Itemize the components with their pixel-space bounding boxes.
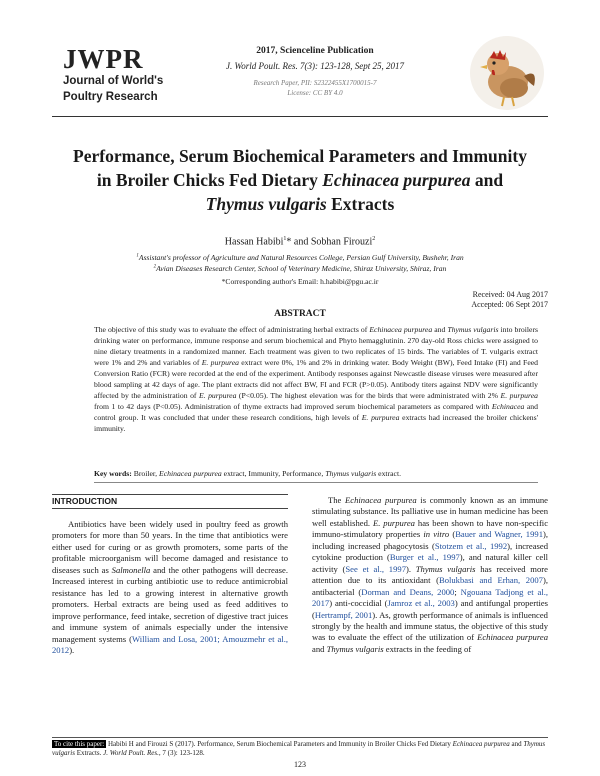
reference-link[interactable]: Bolukbasi and Erhan, 2007 (438, 575, 543, 586)
affiliation-1: $^1$Assistant's professor of Agriculture and Natural Resources College, Persian Gulf University, Bushehr, Iran (136, 253, 464, 262)
publisher-line: 2017, Scienceline Publication (256, 46, 374, 56)
reference-link[interactable]: See et al., 1997 (345, 563, 406, 574)
reference-link[interactable]: Jamroz et al., 2003 (387, 598, 455, 609)
journal-name-line2: Poultry Research (63, 91, 158, 103)
keywords: Key words: Broiler, Echinacea purpurea extract, Immunity, Performance, Thymus vulgaris extract. (94, 469, 402, 478)
journal-reference: J. World Poult. Res. 7(3): 123-128, Sept 25, 2017 (226, 61, 404, 71)
intro-paragraph-left: Antibiotics have been widely used in poultry feed as growth promoters for more than 50 years. In the time that antibiotics were either used for curing or as growth promoters, some parts of the profitable microorganism will become damaged and resistance to diseases such as Salmonella and the other pathogens will decrease. Increased interest in curbing antibiotic use to reduce antimicrobial resistance has led to a growing interest in alternative growth promoters. Herbal extracts are being used as feed additives to improve performance, feed intake, secretion of digestive tract juices and immune system of animals especially under the intensive management systems (William and Losa, 2001; Amouzmehr et al., 2012). (52, 519, 288, 655)
journal-name-line1: Journal of World's (63, 75, 164, 87)
intro-paragraph-right: The Echinacea purpurea is commonly known as an immune stimulating substance. Its palliative use in human medicine has been well established. E. purpurea has been shown to have non-specific immuno-stimulatory properties in vitro (Bauer and Wagner, 1991), including increased phagocytosis (Stotzem et al., 1992), increased cytokine production (Burger et al., 1997), and natural killer cell activity (See et al., 1997). Thymus vulgaris has received more attention due to its antioxidant (Bolukbasi and Erhan, 2007), antibacterial (Dorman and Deans, 2000; Ngouana Tadjong et al., 2017) anti-coccidial (Jamroz et al., 2003) and antifungal properties (Hertrampf, 2001). As, growth performance of animals is influenced strongly by the health and immune status, the objective of this study was to evaluate the effect of the utilization of Echinacea purpurea and Thymus vulgaris extracts in the feeding of (312, 495, 549, 654)
chicken-icon (468, 34, 546, 112)
abstract-text: The objective of this study was to evaluate the effect of administrating herbal extracts of Echinacea purpurea and Thymus vulgaris into broilers drinking water on performance, immune response and serum biochemical and Phyto hemagglutinin. 270 day-old Ross chicks were assigned to nine dietary treatments in a randomized manner. Each treatment was given to two replicates of 15 birds. The variables of T. vulgaris extract were 1% and 2% and variables of E. purpurea extract were 0%, 1% and 2% in drinking water. Body Weight (BW), Feed Intake (FI) and Feed Conversion Ratio (FCR) were recorded at the end of the experiment. Antibody responses against Newcastle disease viruses were measured after blood sampling at 42 days of age. The plant extracts did not affect BW, FI and FCR (P>0.05). Antibody titers against NDV were significantly affected by the administration of E. purpurea (P<0.05). The highest elevation was for the birds that were administrated with 2% E. purpurea from 1 to 42 days (P<0.05). Administration of thyme extracts had improved serum biochemical parameters as compared with Echinacea and control group. It was concluded that under these research conditions, high levels of E. purpurea extracts had increased the broiler chickens' immunity. (94, 325, 539, 434)
header-divider (52, 116, 548, 117)
reference-link[interactable]: Hertrampf, 2001 (314, 609, 373, 620)
reference-link[interactable]: Bauer and Wagner, 1991 (455, 529, 543, 540)
paper-title: Performance, Serum Biochemical Parameters and Immunity in Broiler Chicks Fed Dietary Echinacea purpurea and Thymus vulgaris Extracts (73, 146, 527, 214)
reference-link[interactable]: Stotzem et al., 1992 (434, 540, 508, 551)
abstract-heading: ABSTRACT (274, 309, 326, 319)
received-date: Received: 04 Aug 2017 (472, 290, 548, 299)
accepted-date: Accepted: 06 Sept 2017 (471, 300, 548, 309)
footer-divider (52, 737, 548, 738)
citation: To cite this paper: Habibi H and Firouzi S (2017). Performance, Serum Biochemical Parameters and Immunity in Broiler Chicks Fed Dietary Echinacea purpurea and Thymus vulgaris Extracts. J. World Poult. Res., 7 (3): 123-128. (52, 740, 546, 757)
journal-logo: JWPR (63, 44, 144, 74)
keywords-divider (94, 482, 538, 483)
reference-link[interactable]: William and Losa, 2001; Amouzmehr et al., 2012 (52, 633, 288, 655)
corresponding-author: *Corresponding author's Email: h.habibi@pgu.ac.ir (221, 277, 379, 286)
reference-link[interactable]: Dorman and Deans, 2000 (361, 586, 455, 597)
reference-link[interactable]: Burger et al., 1997 (389, 552, 460, 563)
page-number: 123 (294, 760, 306, 769)
paper-id: Research Paper, PII: S2322455X1700015-7 (253, 79, 377, 87)
license: License: CC BY 4.0 (287, 89, 343, 97)
cite-label: To cite this paper: (54, 740, 105, 748)
affiliation-2: $^2$Avian Diseases Research Center, School of Veterinary Medicine, Shiraz University, Shiraz, Iran (153, 264, 447, 273)
author-line: Hassan Habibi$^1$* and Sobhan Firouzi$^2$ (224, 236, 376, 248)
reference-link[interactable]: Ngouana Tadjong et al., 2017 (312, 586, 548, 609)
introduction-heading: INTRODUCTION (52, 496, 118, 506)
